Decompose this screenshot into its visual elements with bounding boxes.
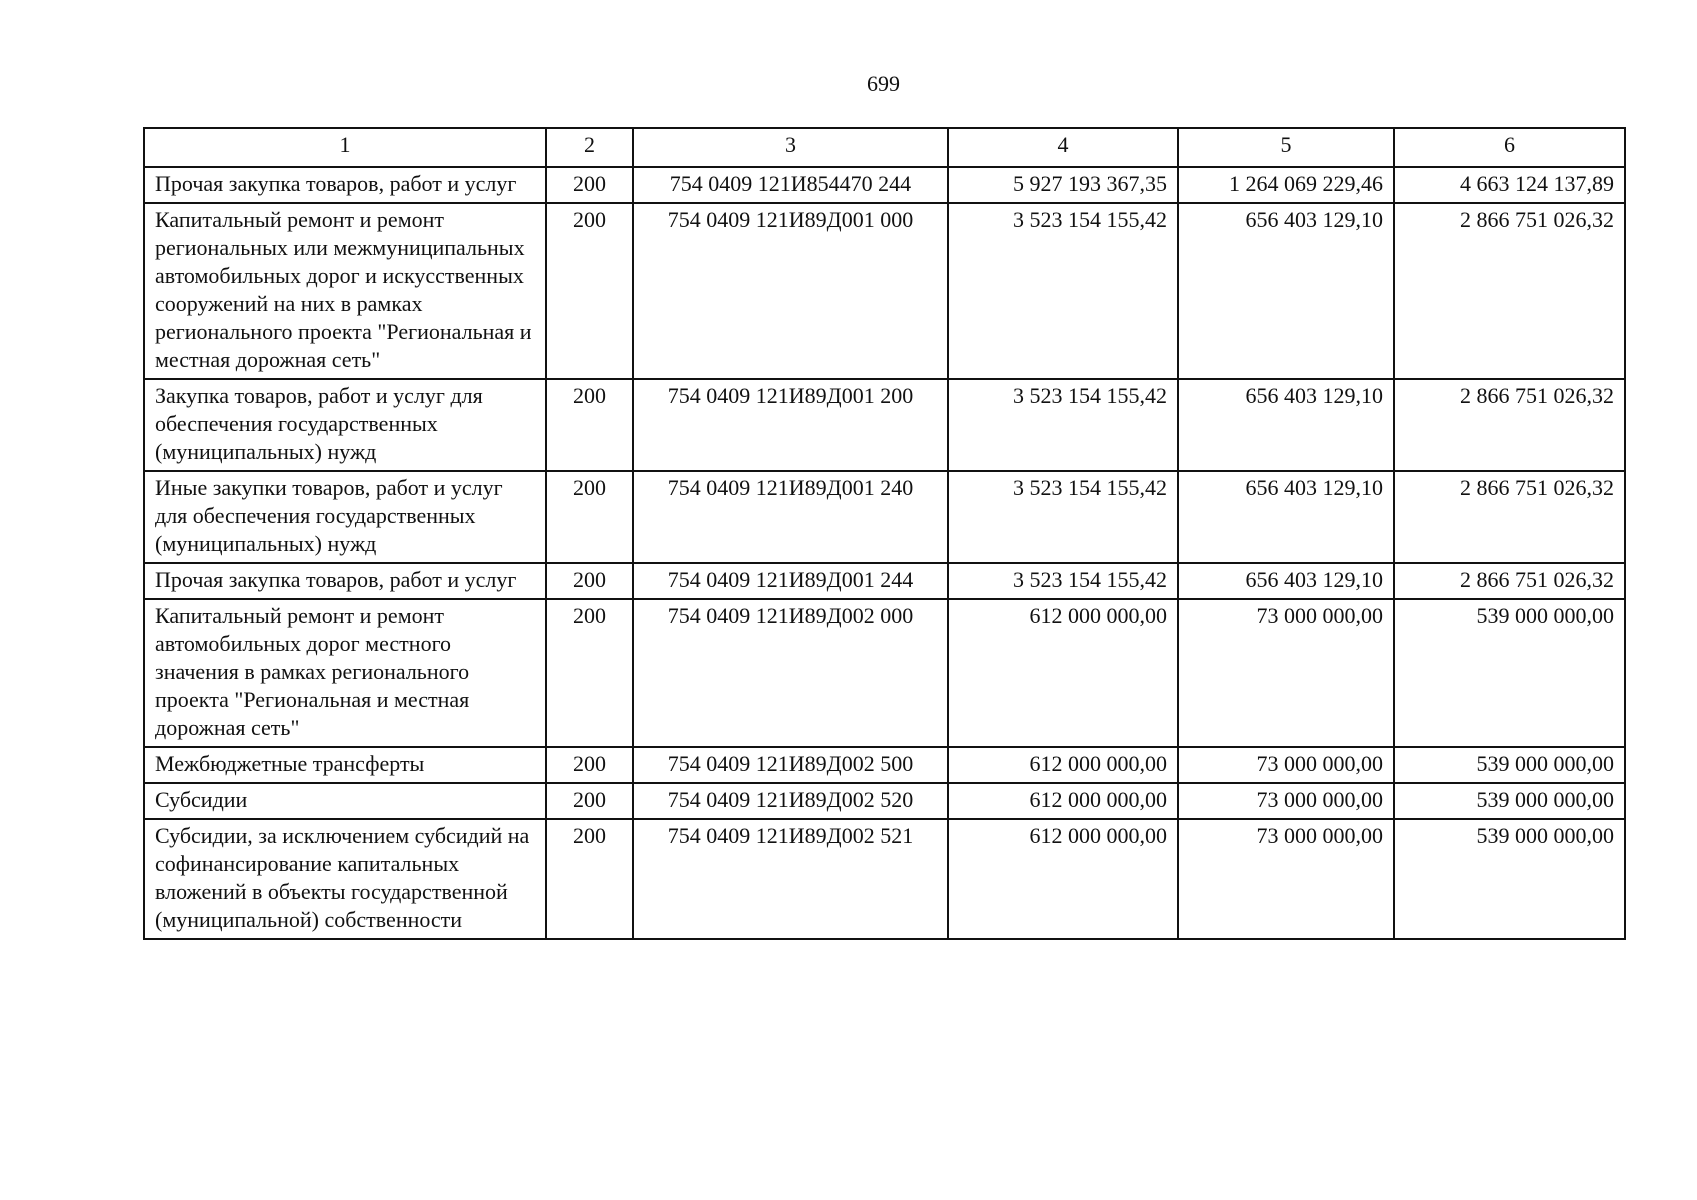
row-amount-col4-cell: 612 000 000,00 bbox=[948, 783, 1178, 819]
table-row bbox=[144, 471, 1625, 563]
row-name-cell: Прочая закупка товаров, работ и услуг bbox=[144, 167, 546, 203]
row-amount-col4-cell: 5 927 193 367,35 bbox=[948, 167, 1178, 203]
row-amount-col5-cell: 656 403 129,10 bbox=[1178, 471, 1394, 563]
row-name-cell: Иные закупки товаров, работ и услуг для обеспечения государственных (муниципальных) нужд bbox=[144, 471, 546, 563]
row-amount-col6-cell: 539 000 000,00 bbox=[1394, 599, 1625, 747]
row-code-cell: 754 0409 121И89Д002 000 bbox=[633, 599, 948, 747]
row-name-cell: Прочая закупка товаров, работ и услуг bbox=[144, 563, 546, 599]
row-amount-col5-cell: 656 403 129,10 bbox=[1178, 563, 1394, 599]
row-code-cell: 754 0409 121И89Д002 500 bbox=[633, 747, 948, 783]
header-cell: 2 bbox=[546, 128, 633, 167]
row-amount-col4-cell: 3 523 154 155,42 bbox=[948, 379, 1178, 471]
header-cell: 4 bbox=[948, 128, 1178, 167]
table-row bbox=[144, 599, 1625, 747]
row-name-cell: Субсидии, за исключением субсидий на софинансирование капитальных вложений в объекты государственной (муниципальной) собственности bbox=[144, 819, 546, 939]
row-amount-col5-cell: 656 403 129,10 bbox=[1178, 203, 1394, 379]
row-name-cell: Межбюджетные трансферты bbox=[144, 747, 546, 783]
page-number: 699 bbox=[867, 71, 900, 96]
row-section-cell: 200 bbox=[546, 471, 633, 563]
row-amount-col6-cell: 2 866 751 026,32 bbox=[1394, 563, 1625, 599]
table-row bbox=[144, 819, 1625, 939]
row-code-cell: 754 0409 121И89Д001 200 bbox=[633, 379, 948, 471]
row-code-cell: 754 0409 121И89Д002 520 bbox=[633, 783, 948, 819]
table-row bbox=[144, 747, 1625, 783]
row-name-cell: Капитальный ремонт и ремонт региональных или межмуниципальных автомобильных дорог и искусственных сооружений на них в рамках регионального проекта "Региональная и местная дорожная сеть" bbox=[144, 203, 546, 379]
row-section-cell: 200 bbox=[546, 203, 633, 379]
row-amount-col5-cell: 73 000 000,00 bbox=[1178, 599, 1394, 747]
row-section-cell: 200 bbox=[546, 783, 633, 819]
table-header-row bbox=[144, 128, 1625, 167]
row-code-cell: 754 0409 121И89Д001 244 bbox=[633, 563, 948, 599]
table-body bbox=[144, 128, 1625, 939]
row-section-cell: 200 bbox=[546, 747, 633, 783]
header-cell: 1 bbox=[144, 128, 546, 167]
table-row bbox=[144, 203, 1625, 379]
row-section-cell: 200 bbox=[546, 167, 633, 203]
row-section-cell: 200 bbox=[546, 599, 633, 747]
row-amount-col5-cell: 73 000 000,00 bbox=[1178, 747, 1394, 783]
row-amount-col4-cell: 612 000 000,00 bbox=[948, 599, 1178, 747]
row-section-cell: 200 bbox=[546, 379, 633, 471]
row-amount-col5-cell: 73 000 000,00 bbox=[1178, 819, 1394, 939]
row-amount-col6-cell: 2 866 751 026,32 bbox=[1394, 379, 1625, 471]
row-amount-col4-cell: 3 523 154 155,42 bbox=[948, 563, 1178, 599]
row-code-cell: 754 0409 121И89Д001 000 bbox=[633, 203, 948, 379]
row-code-cell: 754 0409 121И89Д001 240 bbox=[633, 471, 948, 563]
row-amount-col6-cell: 4 663 124 137,89 bbox=[1394, 167, 1625, 203]
row-amount-col4-cell: 3 523 154 155,42 bbox=[948, 471, 1178, 563]
row-amount-col6-cell: 539 000 000,00 bbox=[1394, 819, 1625, 939]
header-cell: 6 bbox=[1394, 128, 1625, 167]
table-row bbox=[144, 167, 1625, 203]
row-amount-col4-cell: 3 523 154 155,42 bbox=[948, 203, 1178, 379]
header-cell: 3 bbox=[633, 128, 948, 167]
row-amount-col4-cell: 612 000 000,00 bbox=[948, 747, 1178, 783]
header-cell: 5 bbox=[1178, 128, 1394, 167]
row-code-cell: 754 0409 121И89Д002 521 bbox=[633, 819, 948, 939]
row-amount-col5-cell: 656 403 129,10 bbox=[1178, 379, 1394, 471]
row-name-cell: Капитальный ремонт и ремонт автомобильных дорог местного значения в рамках регионального проекта "Региональная и местная дорожная сеть" bbox=[144, 599, 546, 747]
row-code-cell: 754 0409 121И854470 244 bbox=[633, 167, 948, 203]
row-name-cell: Закупка товаров, работ и услуг для обеспечения государственных (муниципальных) нужд bbox=[144, 379, 546, 471]
row-amount-col5-cell: 73 000 000,00 bbox=[1178, 783, 1394, 819]
row-section-cell: 200 bbox=[546, 819, 633, 939]
budget-table bbox=[143, 127, 1626, 940]
row-name-cell: Субсидии bbox=[144, 783, 546, 819]
row-amount-col4-cell: 612 000 000,00 bbox=[948, 819, 1178, 939]
table-row bbox=[144, 379, 1625, 471]
row-amount-col6-cell: 2 866 751 026,32 bbox=[1394, 471, 1625, 563]
row-amount-col6-cell: 539 000 000,00 bbox=[1394, 747, 1625, 783]
row-amount-col6-cell: 2 866 751 026,32 bbox=[1394, 203, 1625, 379]
row-section-cell: 200 bbox=[546, 563, 633, 599]
table-row bbox=[144, 783, 1625, 819]
row-amount-col6-cell: 539 000 000,00 bbox=[1394, 783, 1625, 819]
row-amount-col5-cell: 1 264 069 229,46 bbox=[1178, 167, 1394, 203]
table-row bbox=[144, 563, 1625, 599]
